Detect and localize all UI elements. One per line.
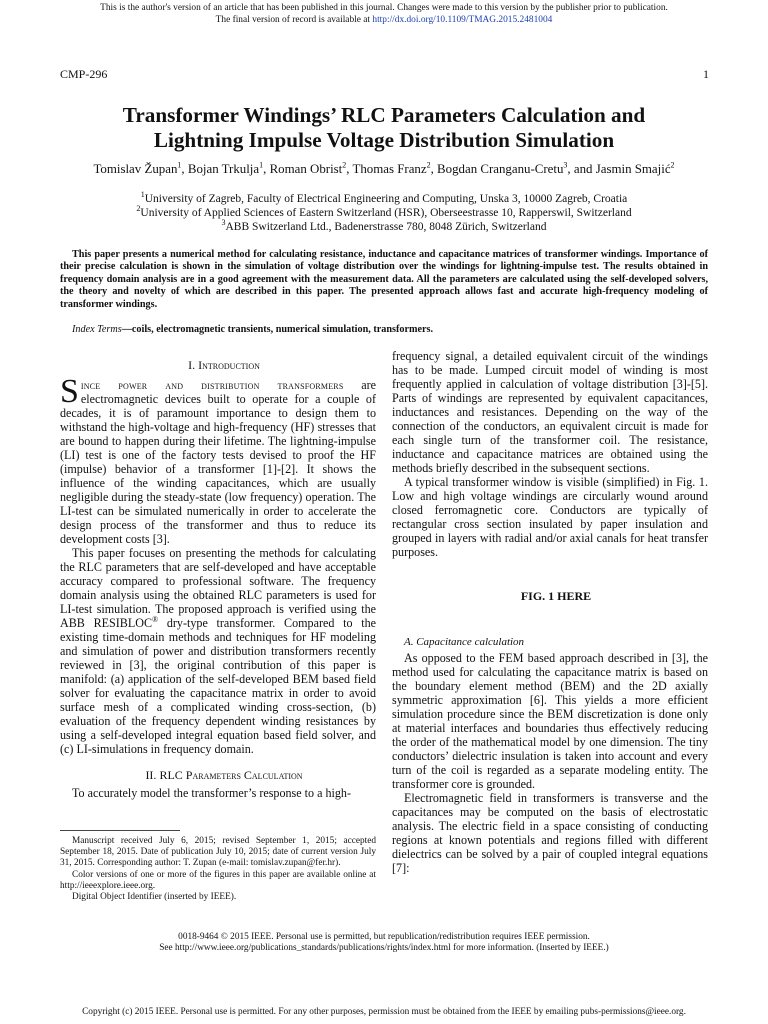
author-affil: 1 xyxy=(177,160,182,170)
section-title: RLC Parameters Calculation xyxy=(159,768,303,782)
intro-paragraph xyxy=(60,373,376,546)
notice-prefix: The final version of record is available at xyxy=(215,14,373,25)
author: Thomas Franz xyxy=(352,162,427,176)
author: Bogdan Cranganu-Cretu xyxy=(437,162,564,176)
paper-title xyxy=(60,103,708,153)
author-affil: 2 xyxy=(426,160,431,170)
intro-text: are electromagnetic devices built to operate for a couple of decades, it is of paramount importance to design them to withstand the high-voltage and high-frequency (HF) stresses that are bound to happen during their lifetime. The lightning-impulse (LI) test is one of the factory tests devised to proof the HF (impulse) behavior of a transformer [1]-[2]. It shows the influence of the winding capacitances, which are usually negligible during the steady-state (low frequency) operation. The LI-test can be simulated numerically in order to accelerate the design process of the transformer and thus to reduce its development costs [3]. xyxy=(60,378,376,546)
body-paragraph xyxy=(60,546,376,756)
copyright-line-1: 0018-9464 © 2015 IEEE. Personal use is permitted, but republication/redistribution requires IEEE permission. xyxy=(178,932,590,942)
page-number: 1 xyxy=(703,67,709,81)
section-number: I. xyxy=(188,358,199,372)
footnote-paragraph: Digital Object Identifier (inserted by IEEE). xyxy=(72,892,237,903)
author-affil: 2 xyxy=(342,160,347,170)
footer-copyright: Copyright (c) 2015 IEEE. Personal use is permitted. For any other purposes, permission must be obtained from the IEEE by emailing pubs-permissions@ieee.org. xyxy=(82,1007,686,1017)
doi-link[interactable]: http://dx.doi.org/10.1109/TMAG.2015.2481004 xyxy=(372,14,553,25)
affil-text: University of Zagreb, Faculty of Electrical Engineering and Computing, Unska 3, 10000 Zagreb, Croatia xyxy=(144,193,628,205)
affiliation xyxy=(60,220,708,234)
notice-line-1: This is the author's version of an article that has been published in this journal. Changes were made to this version by the publisher prior to publication. xyxy=(100,3,668,13)
subsection-heading: A. Capacitance calculation xyxy=(404,636,525,648)
footnote-paragraph: Manuscript received July 6, 2015; revised September 1, 2015; accepted September 18, 2015. Date of publication July 10, 2015; date of current version July 31, 2015. Corresponding author: T. Zupan (e-mail: tomislav.zupan@fer.hr). xyxy=(60,836,376,869)
author: Tomislav Župan xyxy=(93,162,178,176)
author-affil: 2 xyxy=(670,160,675,170)
copyright-line-2: See http://www.ieee.org/publications_standards/publications/rights/index.html for more information. (Inserted by IEEE.) xyxy=(159,943,609,953)
abstract: This paper presents a numerical method for calculating resistance, inductance and capacitance matrices of transformer windings. Importance of their precise calculation is shown in the simulation of voltage distribution over the windings for lightning-impulse test. The results obtained in frequency domain analysis are in a good agreement with the measurement data. All the parameters are calculated using the self-developed solvers, the theory and novelty of which are described in this paper. The presented approach allows fast and accurate high-frequency modeling of transformer windings. xyxy=(60,249,708,310)
ieee-copyright-notice xyxy=(60,932,708,954)
right-column xyxy=(392,349,708,875)
notice-line-2 xyxy=(0,15,768,27)
intro-small-caps: ince power and distribution transformers xyxy=(80,378,344,392)
body-paragraph: To accurately model the transformer’s response to a high- xyxy=(72,786,352,800)
index-terms-label: Index Terms xyxy=(72,324,122,335)
affiliation xyxy=(60,206,708,220)
author-affil: 1 xyxy=(259,160,264,170)
author: Bojan Trkulja xyxy=(187,162,260,176)
author: and Jasmin Smajić xyxy=(573,162,671,176)
affil-sup: 3 xyxy=(221,218,226,228)
affil-text: ABB Switzerland Ltd., Badenerstrasse 780, 8048 Zürich, Switzerland xyxy=(225,221,547,233)
author: Roman Obrist xyxy=(269,162,343,176)
body-paragraph: A typical transformer window is visible (simplified) in Fig. 1. Low and high voltage windings are circularly wound around closed ferromagnetic core. Conductors are typically of rectangular cross section insulated by paper insulation and grouped in layers with radial and/or axial canals for heat transfer purposes. xyxy=(392,475,708,559)
paper-id: CMP-296 xyxy=(60,67,108,81)
affil-sup: 2 xyxy=(136,204,141,214)
paragraph-text: dry-type transformer. Compared to the existing time-domain methods and techniques for HF modeling and simulation of power and distribution transformers recently reviewed in [3], the original contribution of this paper is manifold: (a) application of the self-developed BEM based field solver for evaluating the capacitance matrix in order to avoid surface mesh of a complicated winding cross-section, (b) evaluation of the frequency dependent winding resistances by using a self-developed integral equation based field solver, and (c) LI-simulations in frequency domain. xyxy=(60,616,376,756)
paragraph-text: This paper focuses on presenting the methods for calculating the RLC parameters that are self-developed and have acceptable accuracy compared to professional software. The frequency domain analysis using the obtained RLC parameters is used for LI-test simulation. The proposed approach is verified using the ABB RESIBLOC xyxy=(60,546,376,630)
section-title: Introduction xyxy=(198,358,260,372)
body-paragraph: Electromagnetic field in transformers is transverse and the capacitances may be computed on the basis of electrostatic analysis. The electric field in a space consisting of conducting regions at known potentials and regions filled with different dielectrics can be solved by a pair of coupled integral equations [7]: xyxy=(392,791,708,875)
drop-cap: S xyxy=(60,373,79,410)
index-terms-text: —coils, electromagnetic transients, numerical simulation, transformers. xyxy=(121,324,434,335)
figure-placeholder: FIG. 1 HERE xyxy=(520,589,592,603)
title-line-2: Lightning Impulse Voltage Distribution Simulation xyxy=(153,128,615,152)
footnote-paragraph: Color versions of one or more of the figures in this paper are available online at http://ieeexplore.ieee.org. xyxy=(60,869,376,891)
affil-sup: 1 xyxy=(140,190,145,200)
footnote-rule xyxy=(60,830,180,831)
body-paragraph: frequency signal, a detailed equivalent circuit of the windings has to be made. Lumped circuit model of winding is most frequently applied in calculation of voltage distribution [3]-[5]. Parts of windings are represented by equivalent capacitances, inductances and resistances. Depending on the way of the connection of the conductors, an equivalent circuit is made for each single turn of the transformer coil. The resistance, inductance and capacitance matrices are obtained using the methods briefly described in the subsequent sections. xyxy=(392,349,708,475)
title-line-1: Transformer Windings’ RLC Parameters Calculation and xyxy=(122,103,646,127)
registered-mark: ® xyxy=(152,614,159,624)
index-terms xyxy=(60,324,708,335)
affil-text: University of Applied Sciences of Eastern Switzerland (HSR), Oberseestrasse 10, Rapperswil, Switzerland xyxy=(140,207,632,219)
section-heading-introduction xyxy=(60,358,376,372)
section-number: II. xyxy=(145,768,160,782)
left-column xyxy=(60,358,376,800)
affiliations xyxy=(60,192,708,234)
author-list: Tomislav Župan$^1$, Bojan Trkulja$^1$, Roman Obrist$^2$, Thomas Franz$^2$, Bogdan Cranganu-Cretu$^3$, and Jasmin Smajić$^2$ xyxy=(93,160,675,176)
publisher-notice xyxy=(0,3,768,26)
body-paragraph: As opposed to the FEM based approach described in [3], the method used for calculating the capacitance matrix is based on the boundary element method (BEM) and the 2D axially symmetric approximation [6]. This yields a more efficient simulation procedure since the BEM discretization is done only at material interfaces and boundaries thus effectively reducing the order of the mathematical model by one dimension. The tiny conductors’ dielectric insulation is taken into account and every turn of the coil is regarded as a separate modeling entity. The transformer core is grounded. xyxy=(392,651,708,791)
section-heading-rlc xyxy=(60,768,376,782)
affiliation xyxy=(60,192,708,206)
author-affil: 3 xyxy=(563,160,568,170)
footnote xyxy=(60,836,376,903)
